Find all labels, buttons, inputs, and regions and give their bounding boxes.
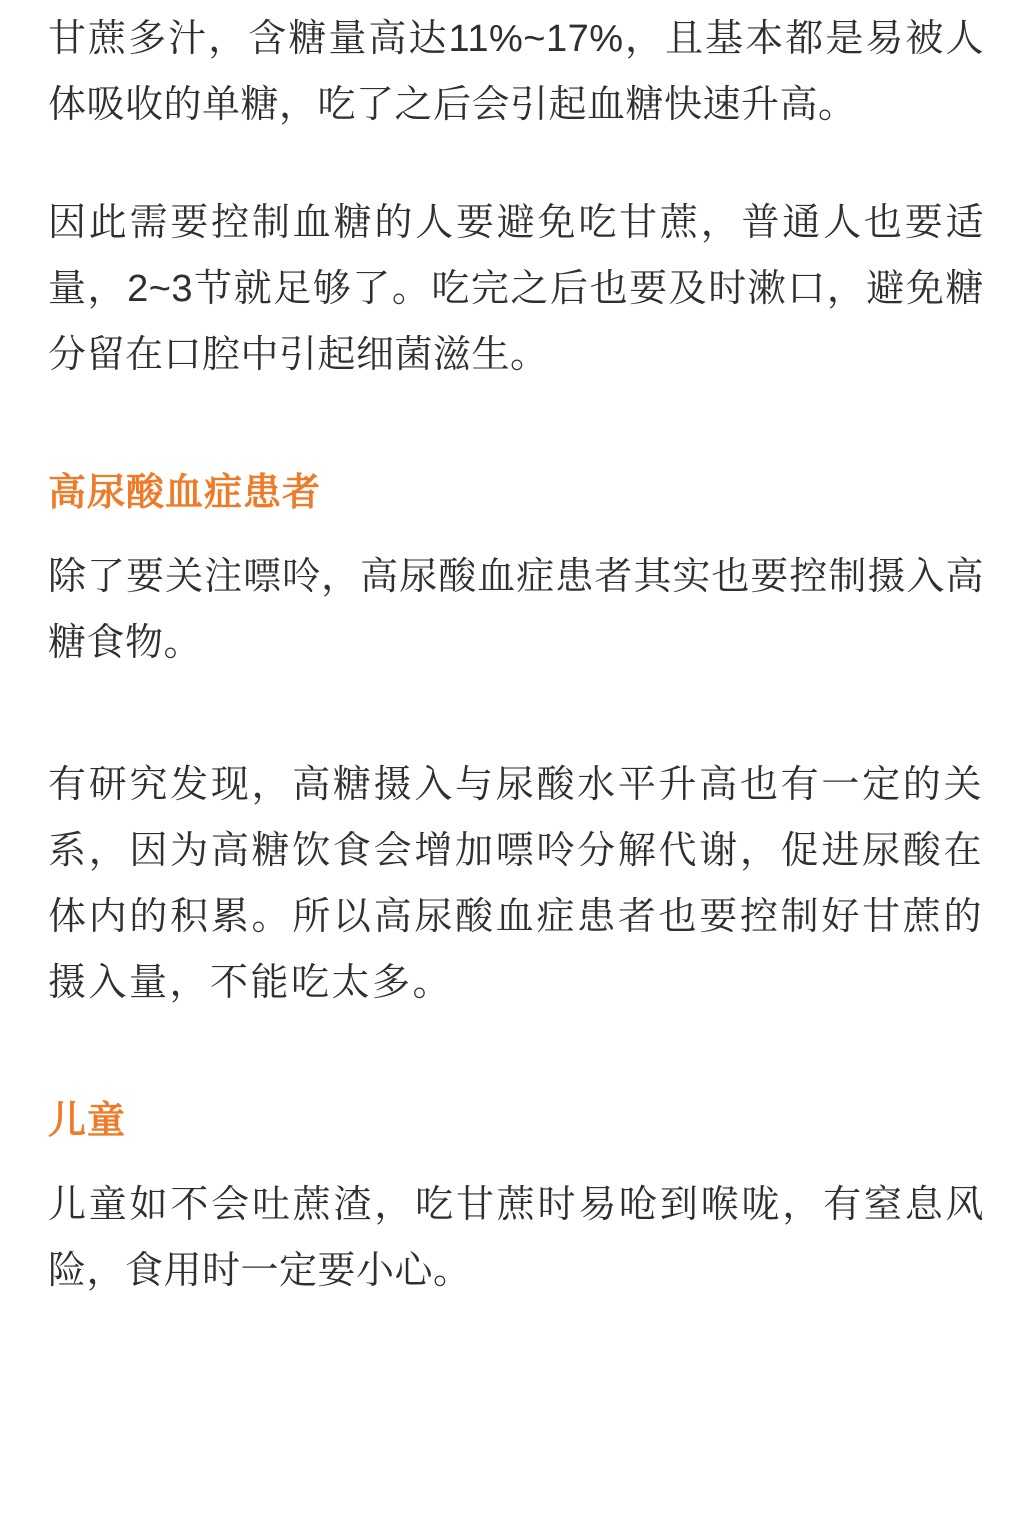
paragraph-hyperuricemia-intro: 除了要关注嘌呤，高尿酸血症患者其实也要控制摄入高糖食物。: [48, 556, 984, 664]
paragraph-sugarcane-sugar-content: 甘蔗多汁，含糖量高达11%~17%，且基本都是易被人体吸收的单糖，吃了之后会引起血糖快速升高。: [48, 18, 984, 126]
section-heading-children: 儿童: [48, 1100, 127, 1142]
paragraph-children-warning: 儿童如不会吐蔗渣，吃甘蔗时易呛到喉咙，有窒息风险，食用时一定要小心。: [48, 1184, 984, 1292]
section-heading-hyperuricemia: 高尿酸血症患者: [48, 472, 322, 514]
paragraph-blood-sugar-advice: 因此需要控制血糖的人要避免吃甘蔗，普通人也要适量，2~3节就足够了。吃完之后也要及时漱口，避免糖分留在口腔中引起细菌滋生。: [48, 202, 984, 376]
paragraph-research-findings: 有研究发现，高糖摄入与尿酸水平升高也有一定的关系，因为高糖饮食会增加嘌呤分解代谢，促进尿酸在体内的积累。所以高尿酸血症患者也要控制好甘蔗的摄入量，不能吃太多。: [48, 764, 984, 1004]
